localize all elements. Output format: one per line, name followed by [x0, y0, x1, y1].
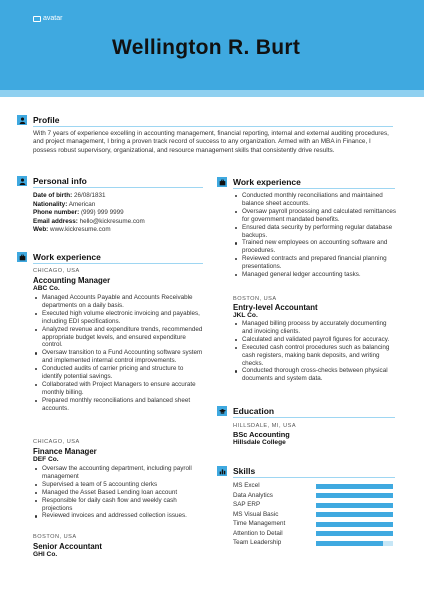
bullet-item: Executed high volume electronic invoicing and payables, including EDI specifications. — [33, 310, 205, 326]
personal-info-value: 26/08/1831 — [73, 192, 106, 199]
work-experience-rule — [233, 188, 395, 189]
bullet-item: Executed cash control procedures such as balancing cash registers, making bank deposits, and writing checks. — [233, 344, 397, 368]
bullet-item: Conducted monthly reconciliations and maintained balance sheet accounts. — [233, 192, 397, 208]
job-title: Finance Manager — [33, 447, 97, 456]
broken-image-icon — [33, 16, 41, 22]
work-experience-rule — [33, 263, 203, 264]
personal-info-label: Date of birth: — [33, 192, 73, 199]
personal-info-value: American — [68, 200, 96, 208]
education-degree: BSc Accounting — [233, 430, 290, 439]
skill-level-fill — [316, 531, 393, 536]
chart-bars-icon — [217, 466, 227, 476]
skill-name: MS Excel — [233, 482, 260, 489]
personal-info-label: Nationality: — [33, 200, 68, 208]
skill-level-fill — [316, 522, 393, 527]
avatar-alt-text: avatar — [43, 15, 63, 22]
job-company: GHI Co. — [33, 551, 58, 558]
skill-level-bar — [316, 531, 393, 536]
skill-level-fill — [316, 541, 383, 546]
avatar — [33, 15, 62, 22]
skill-name: SAP ERP — [233, 501, 261, 508]
profile-heading: Profile — [33, 115, 60, 125]
work-experience-heading: Work experience — [33, 252, 101, 262]
bullet-item: Ensured data security by performing regular database backups. — [233, 224, 397, 240]
skill-row — [233, 530, 393, 539]
skill-level-fill — [316, 503, 393, 508]
person-icon — [17, 115, 27, 125]
job-title: Entry-level Accountant — [233, 303, 318, 312]
education-heading: Education — [233, 406, 275, 416]
skill-level-bar — [316, 522, 393, 527]
job-location: CHICAGO, USA — [33, 268, 80, 274]
bullet-item: Managed Accounts Payable and Accounts Receivable departments on a daily basis. — [33, 294, 205, 310]
job-bullets — [33, 294, 205, 413]
skill-row — [233, 482, 393, 491]
job-title: Accounting Manager — [33, 276, 111, 285]
skills-heading: Skills — [233, 466, 256, 476]
job-location: BOSTON, USA — [33, 534, 77, 540]
bullet-item: Managed the Asset Based Lending loan account — [33, 489, 205, 497]
work-experience-heading: Work experience — [233, 177, 301, 187]
job-company: ABC Co. — [33, 285, 60, 292]
bullet-item: Managed general ledger accounting tasks. — [233, 271, 397, 279]
personal-info-row — [33, 226, 111, 233]
bullet-item: Reviewed contracts and prepared financial planning presentations. — [233, 255, 397, 271]
skill-name: Data Analytics — [233, 491, 273, 499]
job-bullets — [33, 465, 205, 520]
skill-name: Attention to Detail — [233, 529, 283, 537]
job-company: JKL Co. — [233, 312, 258, 319]
skill-level-fill — [316, 484, 393, 489]
skill-level-bar — [316, 493, 393, 498]
job-bullets — [233, 192, 397, 279]
bullet-item: Conducted thorough cross-checks between physical documents and system data. — [233, 367, 397, 383]
bullet-item: Calculated and validated payroll figures for accuracy. — [233, 336, 397, 344]
skill-level-fill — [316, 512, 393, 517]
job-company: DEF Co. — [33, 456, 59, 463]
skill-row — [233, 539, 393, 548]
education-rule — [233, 417, 395, 418]
bullet-item: Prepared monthly reconciliations and balanced sheet accounts. — [33, 397, 205, 413]
candidate-name: Wellington R. Burt — [112, 36, 301, 59]
briefcase-icon — [17, 252, 27, 262]
skill-level-bar — [316, 541, 393, 546]
personal-info-label: Web: — [33, 226, 49, 234]
bullet-item: Collaborated with Project Managers to ensure accurate monthly billing. — [33, 381, 205, 397]
person-icon — [17, 176, 27, 186]
job-location: CHICAGO, USA — [33, 439, 80, 445]
bullet-item: Reviewed invoices and addressed collection issues. — [33, 512, 205, 520]
job-location: BOSTON, USA — [233, 296, 277, 302]
bullet-item: Oversaw payroll processing and calculated remittances for government mandated benefits. — [233, 208, 397, 224]
personal-info-value: www.kickresume.com — [50, 226, 111, 234]
profile-rule — [33, 126, 393, 127]
skill-level-bar — [316, 512, 393, 517]
bullet-item: Oversaw transition to a Fund Accounting software system and implemented internal control improvements. — [33, 349, 205, 365]
bullet-item: Supervised a team of 5 accounting clerks — [33, 481, 205, 489]
skill-name: Time Management — [233, 520, 286, 527]
skill-level-bar — [316, 503, 393, 508]
bullet-item: Responsible for daily cash flow and weekly cash projections — [33, 497, 205, 513]
bullet-item: Analyzed revenue and expenditure trends, recommended appropriate budget levels, and ensured expenditure control. — [33, 326, 205, 350]
personal-info-row — [33, 192, 105, 199]
personal-info-row — [33, 201, 95, 208]
personal-info-rule — [33, 187, 203, 188]
personal-info-heading: Personal info — [33, 176, 87, 186]
skill-name: MS Visual Basic — [233, 510, 279, 518]
skill-row — [233, 492, 393, 501]
job-title: Senior Accountant — [33, 542, 103, 551]
job-bullets — [233, 320, 397, 383]
skill-row — [233, 511, 393, 520]
personal-info-label: Email address: — [33, 217, 78, 225]
profile-summary: With 7 years of experience excelling in accounting management, financial reporting, internal and external auditing procedures, and project management, I bring a proven track record of success to any organization. Armed with an MBA in Finance, I possess robust supervisory, organizational, and resource management skills that consistently drive results. — [33, 130, 389, 154]
personal-info-value: (999) 999 9999 — [80, 209, 124, 217]
bullet-item: Oversaw the accounting department, including payroll management — [33, 465, 205, 481]
skill-level-fill — [316, 493, 393, 498]
personal-info-row — [33, 218, 145, 225]
skill-row — [233, 501, 393, 510]
skills-rule — [233, 477, 395, 478]
personal-info-row — [33, 209, 124, 216]
graduation-cap-icon — [217, 406, 227, 416]
bullet-item: Conducted audits of carrier pricing and structure to identify potential savings. — [33, 365, 205, 381]
personal-info-label: Phone number: — [33, 209, 80, 217]
skill-row — [233, 520, 393, 529]
education-school: Hillsdale College — [233, 439, 286, 446]
education-location: HILLSDALE, MI, USA — [233, 423, 297, 429]
personal-info-value: hello@kickresume.com — [79, 217, 145, 225]
bullet-item: Trained new employees on accounting software and procedures. — [233, 239, 397, 255]
header-stripe — [0, 90, 424, 97]
skill-level-bar — [316, 484, 393, 489]
bullet-item: Managed billing process by accurately documenting and invoicing clients. — [233, 320, 397, 336]
skill-name: Team Leadership — [233, 539, 282, 546]
briefcase-icon — [217, 177, 227, 187]
